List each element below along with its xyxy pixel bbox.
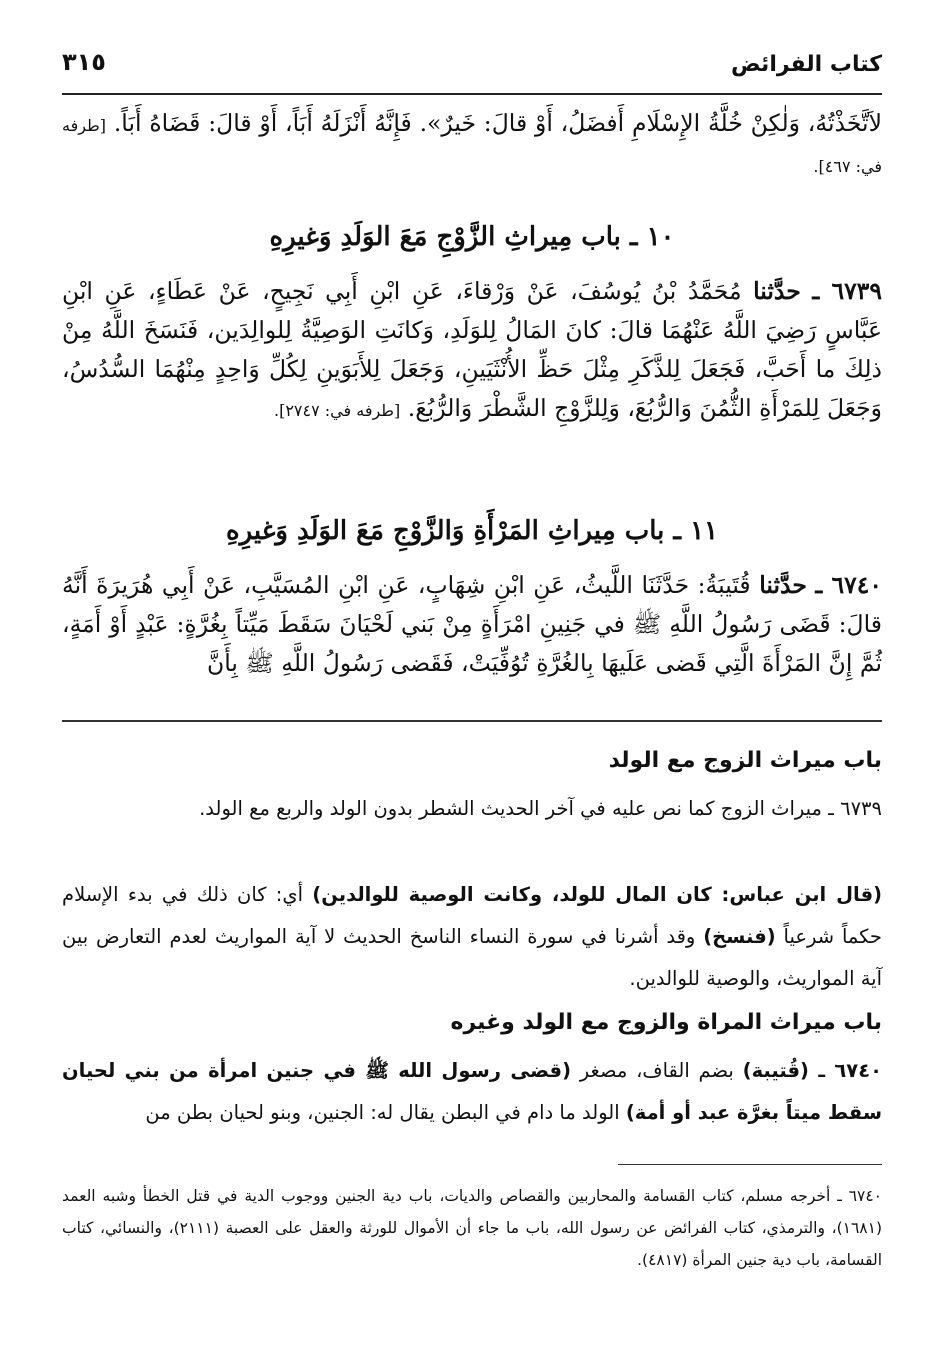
page-number: ٣١٥ xyxy=(62,48,106,76)
commentary-paragraph-1: ٦٧٣٩ ـ ميراث الزوج كما نص عليه في آخر الحديث الشطر بدون الولد والربع مع الولد. xyxy=(199,797,882,820)
quoted-text: (قال ابن عباس: كان المال للولد، وكانت الوصية للوالدين) xyxy=(312,883,882,906)
quoted-text: (قضى رسول الله ﷺ في جنين امرأة من بني لحيان سقط ميتاً بغرَّة عبد أو أمة) xyxy=(62,1059,882,1124)
cross-reference: [طرفه في: ٢٧٤٧]. xyxy=(273,401,401,420)
commentary-heading-2: باب ميراث المراة والزوج مع الولد وغيره xyxy=(450,1010,882,1035)
hadith-text: قُتَيبَةُ: حَدَّثَنَا اللَّيثُ، عَنِ ابْنِ شِهَابٍ، عَنِ ابْنِ المُسَيَّبِ، عَنْ أَبِي هُرَيرَةَ أَنَّهُ قالَ: قَضَى رَسُولُ اللَّهِ ﷺ في جَنِينِ امْرَأَةٍ مِنْ بَني لَحْيَانَ سَقَطَ مَيِّتاً بِغُرَّةٍ: عَبْدٍ أَوْ أَمَةٍ، ثُمَّ إِنَّ المَرْأَةَ الَّتِي قَضى عَلَيهَا بِالغُرَّةِ تُوُفِّيَتْ، فَقَضى رَسُولُ اللَّهِ ﷺ بِأَنَّ xyxy=(62,571,882,677)
commentary-text: وقد أشرنا في سورة النساء الناسخ الحديث لا آية المواريث لعدم التعارض بين آية المواريث، والوصية للوالدين. xyxy=(62,925,882,990)
hadith-number: ٦٧٤٠ ـ xyxy=(815,571,882,599)
hadith-number: ٦٧٣٩ ـ xyxy=(812,277,882,305)
commentary-paragraph-3 xyxy=(62,1050,882,1134)
footnote-divider xyxy=(618,1164,882,1165)
cross-reference: [طرفه في: ٤٦٧]. xyxy=(62,116,882,176)
commentary-paragraph-2 xyxy=(62,874,882,1000)
commentary-text: أي: كان ذلك في بدء الإسلام حكماً شرعياً xyxy=(62,883,882,948)
chapter-heading-10: ١٠ ـ باب مِيراثِ الزَّوْجِ مَعَ الوَلَدِ وَغيرِهِ xyxy=(269,222,675,252)
book-title: كتاب الفرائض xyxy=(731,52,882,77)
commentary-heading-1: باب ميراث الزوج مع الولد xyxy=(608,748,882,773)
hadith-6740 xyxy=(62,566,882,683)
commentary-divider xyxy=(62,720,882,722)
hadith-6739 xyxy=(62,272,882,430)
hadith-text: مُحَمَّدُ بْنُ يُوسُفَ، عَنْ وَرْقاءَ، عَنِ ابْنِ أَبِي نَجِيحٍ، عَنْ عَطَاءٍ، عَنِ ابْنِ عَبَّاسٍ رَضِيَ اللَّهُ عَنْهُمَا قالَ: كانَ المَالُ لِلوَلَدِ، وَكانَتِ الوَصِيَّةُ لِلوالِدَين، فَنَسَخَ اللَّهُ مِنْ ذلِكَ ما أَحَبَّ، فَجَعَلَ لِلذَّكَرِ مِثْلَ حَظِّ الأُنْثَيَينِ، وَجَعَلَ لِلأَبَوَينِ لِكُلِّ وَاحِدٍ مِنْهُمَا السُّدُسُ، وَجَعَلَ لِلمَرْأَةِ الثُّمُنَ وَالرُّبُعَ، وَلِلزَّوْجِ الشَّطْرَ وَالرُّبُعَ. xyxy=(62,277,882,422)
hadith-lead: حدَّثنا xyxy=(759,571,807,599)
chapter-heading-11: ١١ ـ باب مِيراثِ المَرْأَةِ وَالزَّوْجِ مَعَ الوَلَدِ وَغيرِهِ xyxy=(225,516,719,546)
commentary-text: بضم القاف، مصغر xyxy=(570,1059,743,1082)
header-divider xyxy=(62,93,882,95)
hadith-lead: حدَّثنا xyxy=(753,277,801,305)
quoted-text: (فنسخ) xyxy=(703,925,776,948)
hadith-continuation xyxy=(62,104,882,186)
commentary-text: الولد ما دام في البطن يقال له: الجنين، وبنو لحيان بطن من xyxy=(145,1101,626,1124)
running-header xyxy=(62,40,882,90)
hadith-continuation-text: لاَتَّخَذْتُهُ، وَلٰكِنْ خُلَّةُ الإِسْلَامِ أَفضَلُ، أَوْ قالَ: خَيرٌ». فَإِنَّهُ أَنْزَلَهُ أَبَاً، أَوْ قالَ: قَضَاهُ أَبَاً. xyxy=(113,109,882,137)
quoted-text: ٦٧٤٠ ـ (قُتيبة) xyxy=(742,1059,882,1082)
footnote: ٦٧٤٠ ـ أخرجه مسلم، كتاب القسامة والمحاربين والقصاص والديات، باب دية الجنين ووجوب الدية في قتل الخطأ وشبه العمد (١٦٨١)، والترمذي، كتاب الفرائض عن رسول الله، باب ما جاء أن الأموال للورثة والعقل على العصبة (٢١١١)، والنسائي، كتاب القسامة، باب دية جنين المرأة (٤٨١٧). xyxy=(62,1187,882,1269)
